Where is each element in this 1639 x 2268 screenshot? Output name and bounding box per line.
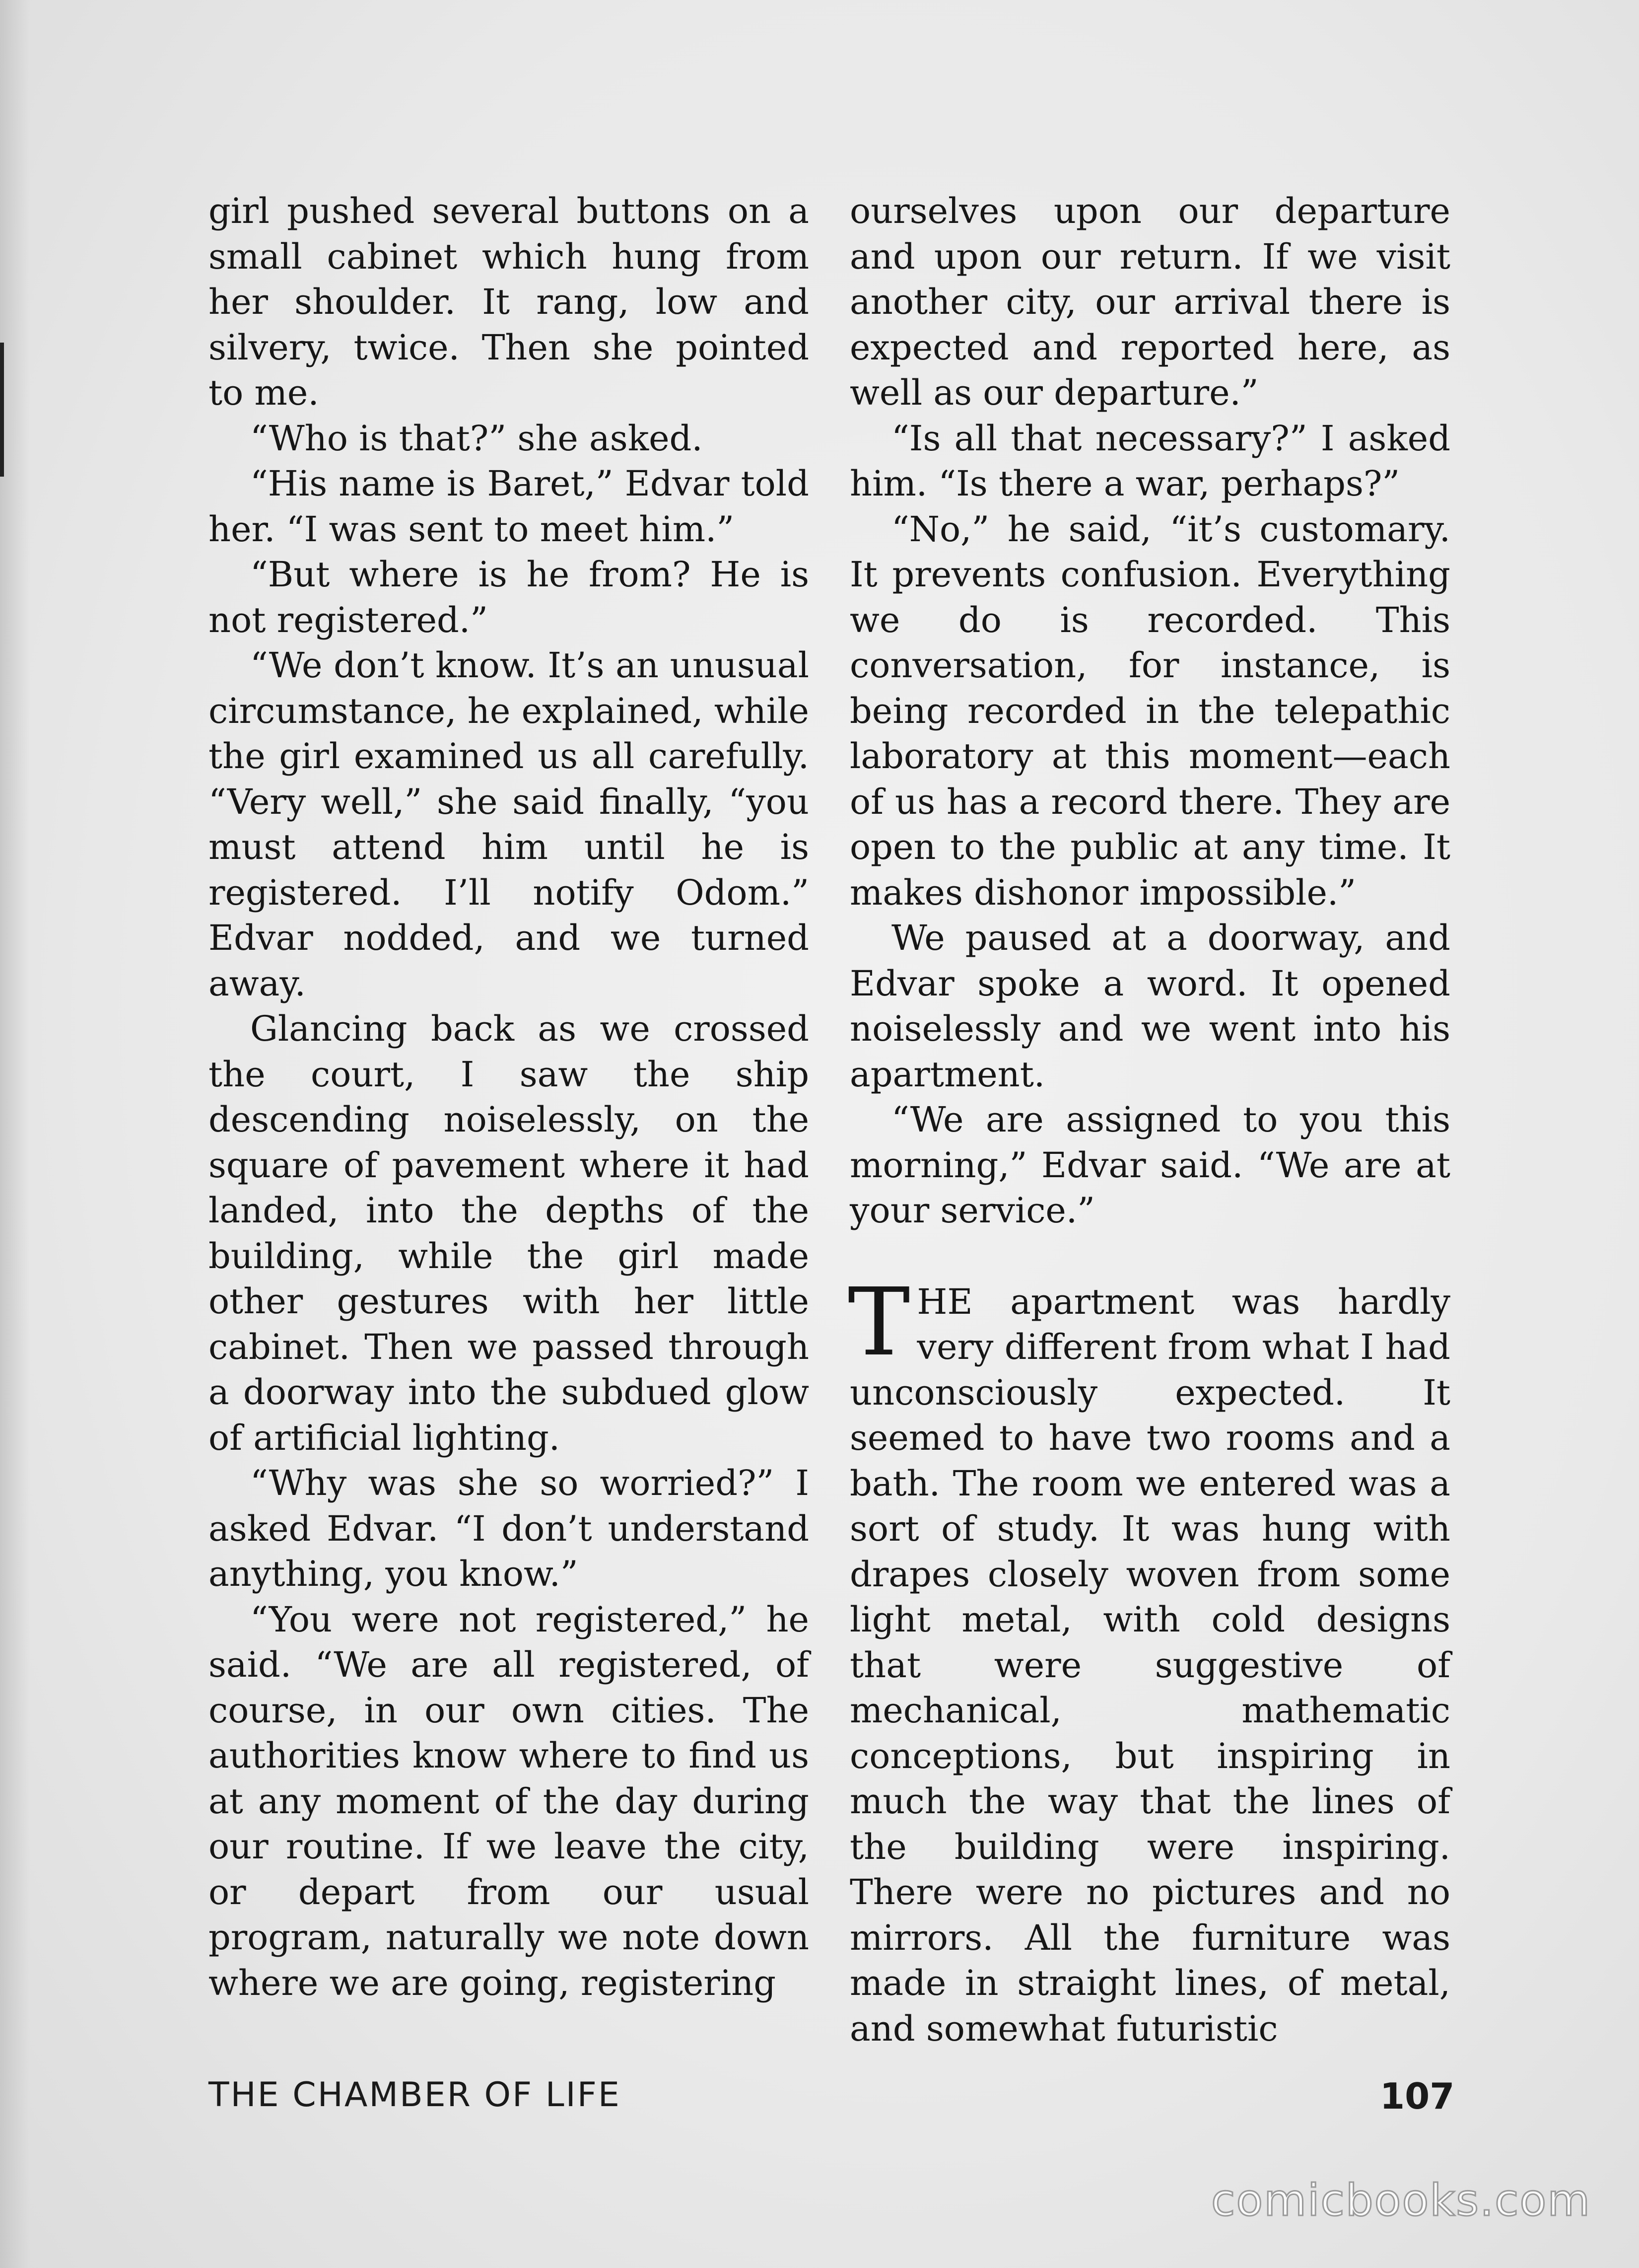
paragraph: ourselves upon our departure and upon our return. If we visit another city, our arrival there is expected and reported here, as well as our departure.” [850, 191, 1450, 413]
running-title: THE CHAMBER OF LIFE [208, 2075, 621, 2115]
drop-cap: T [848, 1268, 910, 1377]
paragraph: “Why was she so worried?” I asked Edvar. “I don’t understand anything, you know.” [208, 1463, 809, 1594]
paragraph: “We don’t know. It’s an unusual circumstance, he explained, while the girl examined us all carefully. “Very well,” she said finally, “you must attend him until he is registered. I’ll notify Odom.” Edvar nodded, and we turned away. [208, 645, 809, 1004]
paragraph: “But where is he from? He is not registered.” [208, 554, 809, 640]
paragraph: Glancing back as we crossed the court, I saw the ship descending noiselessly, on the square of pavement where it had landed, into the depths of the building, while the girl made other gestures with her little cabinet. Then we passed through a doorway into the subdued glow of artificial lighting. [208, 1008, 809, 1458]
paragraph: “Is all that necessary?” I asked him. “Is there a war, perhaps?” [850, 418, 1450, 504]
paragraph: “Who is that?” she asked. [250, 418, 703, 459]
page-number: 107 [1380, 2075, 1455, 2117]
paragraph: girl pushed several buttons on a small cabinet which hung from her shoulder. It rang, low and silvery, twice. Then she pointed to me. [208, 191, 809, 413]
right-column [850, 189, 1450, 2052]
paragraph: “His name is Baret,” Edvar told her. “I was sent to meet him.” [208, 463, 809, 550]
spine-shadow [0, 0, 30, 2268]
section-text: HE apartment was hardly very different from what I had unconsciously expected. It seemed to have two rooms and a bath. The room we entered was a sort of study. It was hung with drapes closely woven from some light metal, with cold designs that were suggestive of mechanical, mathematic conceptions, but inspiring in much the way that the lines of the building were inspiring. There were no pictures and no mirrors. All the furniture was made in straight lines, of metal, and somewhat futuristic [850, 1281, 1450, 2049]
watermark: comicbooks.com [1211, 2175, 1591, 2226]
left-column [208, 189, 809, 2006]
paragraph: “You were not registered,” he said. “We are all registered, of course, in our own cities. The authorities know where to find us at any moment of the day during our routine. If we leave the city, or depart from our usual program, naturally we note down where we are going, registering [208, 1599, 809, 2003]
edge-mark [0, 343, 4, 477]
paragraph: “No,” he said, “it’s customary. It prevents confusion. Everything we do is recorded. This conversation, for instance, is being recorded in the telepathic laboratory at this moment—each of us has a record there. They are open to the public at any time. It makes dishonor impossible.” [850, 508, 1450, 913]
paragraph: “We are assigned to you this morning,” Edvar said. “We are at your service.” [850, 1099, 1450, 1231]
paragraph: We paused at a doorway, and Edvar spoke a word. It opened noiselessly and we went into his apartment. [850, 918, 1450, 1095]
section-opening-paragraph [848, 1268, 1450, 2052]
